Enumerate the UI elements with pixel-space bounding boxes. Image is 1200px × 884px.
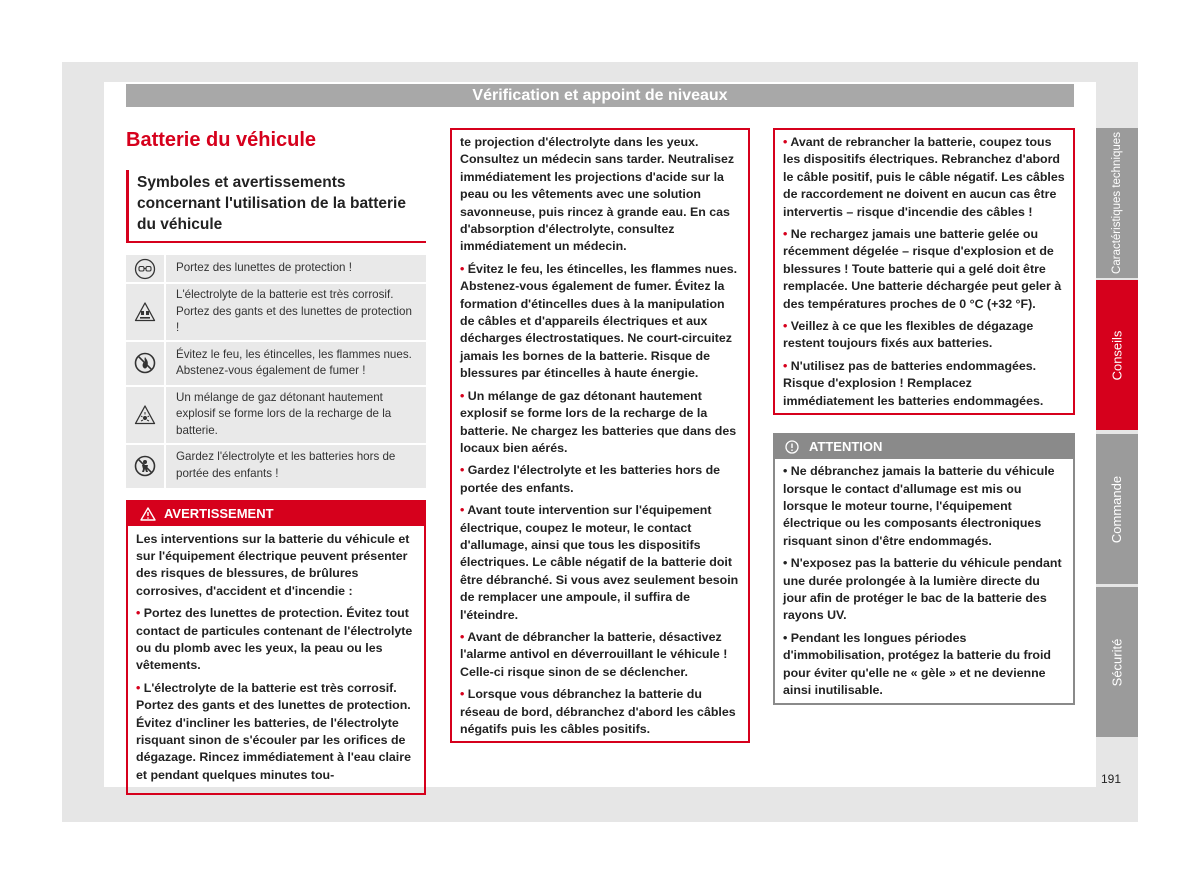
warning-item: • Ne rechargez jamais une batterie gelée ou récemment dégelée – risque d'explosion et de blessures ! Toute batterie qui a gelé doit être remplacée. Une batterie déchargée peut geler à des températures proches de 0 °C (+32 °F). (783, 227, 1062, 311)
side-tab-securite[interactable]: Sécurité (1096, 587, 1138, 737)
warning-item: • Gardez l'électrolyte et les batteries hors de portée des enfants. (460, 463, 721, 495)
warning-continuation-box-2 (773, 128, 1075, 415)
warning-label: AVERTISSEMENT (164, 505, 274, 521)
symbol-row (126, 284, 426, 340)
warning-item: • Portez des lunettes de protection. Évitez tout contact de particules contenant de l'électrolyte ou du plomb avec les yeux, la peau ou les vêtements. (136, 606, 413, 673)
warning-intro: Les interventions sur la batterie du véhicule et sur l'équipement électrique peuvent présenter des risques de blessures, de brûlures corrosives, d'accident et d'incendie : (136, 531, 410, 598)
warning-triangle-icon (140, 507, 156, 521)
symbol-row (126, 342, 426, 385)
goggles-icon (134, 258, 156, 280)
column-middle (450, 128, 750, 743)
attention-header (775, 435, 1073, 459)
corrosive-icon (134, 301, 156, 323)
no-fire-icon (134, 352, 156, 374)
symbol-text: L'électrolyte de la batterie est très corrosif. Portez des gants et des lunettes de protection ! (176, 288, 412, 335)
side-tab-commande[interactable]: Commande (1096, 434, 1138, 584)
warning-box (126, 500, 426, 796)
info-circle-icon (785, 440, 799, 454)
chapter-header: Vérification et appoint de niveaux (126, 84, 1074, 107)
symbol-row (126, 387, 426, 443)
explosive-icon (134, 404, 156, 426)
attention-body (775, 459, 1073, 703)
side-tab-conseils[interactable]: Conseils (1096, 280, 1138, 430)
warning-item: • Évitez le feu, les étincelles, les flammes nues. Abstenez-vous également de fumer. Évitez la formation d'étincelles dues à la manipulation de câbles et d'appareils électriques et aux décharges électrostatiques. Ne court-circuitez jamais les bornes de la batterie. Risque de blessures par étincelles à haute énergie. (460, 261, 738, 381)
symbol-text: Portez des lunettes de protection ! (176, 261, 352, 275)
attention-box (773, 433, 1075, 705)
warning-item: • Avant de rebrancher la batterie, coupez tous les dispositifs électriques. Rebranchez d'abord le câble positif, puis le câble négatif. Les câbles de raccordement ne doivent en aucun cas être intervertis – risque d'incendie des câbles ! (783, 135, 1065, 219)
column-right (773, 128, 1075, 705)
symbol-row (126, 445, 426, 488)
column-left (126, 128, 426, 795)
side-tab-caracteristiques-techniques[interactable]: Caractéristiques techniques (1096, 128, 1138, 278)
warning-item: • Un mélange de gaz détonant hautement explosif se forme lors de la recharge de la batterie. Ne chargez les batteries que dans des locaux bien aérés. (460, 388, 737, 455)
attention-item: • N'exposez pas la batterie du véhicule pendant une durée prolongée à la lumière directe du jour afin de protéger le bac de la batterie des rayons UV. (783, 556, 1062, 623)
section-subtitle: Symboles et avertissements concernant l'utilisation de la batterie du véhicule (126, 170, 426, 243)
symbol-text: Un mélange de gaz détonant hautement explosif se forme lors de la recharge de la batterie. (176, 390, 392, 437)
keep-away-children-icon (134, 455, 156, 477)
warning-item: • Lorsque vous débranchez la batterie du réseau de bord, débranchez d'abord les câbles négatifs puis les câbles positifs. (460, 687, 736, 736)
symbol-text: Évitez le feu, les étincelles, les flammes nues. Abstenez-vous également de fumer ! (176, 347, 412, 378)
attention-label: ATTENTION (809, 439, 883, 455)
page-number: 191 (1100, 772, 1122, 786)
warning-item: • Avant de débrancher la batterie, désactivez l'alarme antivol en déverrouillant le véhicule ! Celle-ci risque sinon de se déclencher. (460, 629, 728, 679)
warning-continuation-box (450, 128, 750, 743)
attention-item: • Pendant les longues périodes d'immobilisation, protégez la batterie du froid pour éviter qu'elle ne « gèle » et ne devienne ainsi inutilisable. (783, 630, 1051, 697)
symbol-row (126, 255, 426, 282)
symbol-text: Gardez l'électrolyte et les batteries hors de portée des enfants ! (176, 450, 396, 481)
warning-body (128, 526, 424, 794)
symbols-table (126, 255, 426, 488)
warning-continuation-text: te projection d'électrolyte dans les yeux. Consultez un médecin sans tarder. Neutralisez immédiatement les projections d'acide sur la peau ou les vêtements avec une solution savonneuse, puis rincez à grande eau. En cas d'absorption d'électrolyte, consultez immédiatement un médecin. (460, 135, 735, 254)
section-title: Batterie du véhicule (126, 129, 317, 151)
warning-item: • Avant toute intervention sur l'équipement électrique, coupez le moteur, le contact d'allumage, ainsi que tous les dispositifs électriques. Le câble négatif de la batterie doit être débranché. Si vous avez seulement besoin de remplacer une ampoule, il suffira de l'éteindre. (460, 503, 739, 622)
attention-item: • Ne débranchez jamais la batterie du véhicule lorsque le contact d'allumage est mis ou lorsque le moteur tourne, l'équipement électrique ou les composants électroniques risquant sinon d'être endommagés. (783, 464, 1055, 548)
warning-item: • L'électrolyte de la batterie est très corrosif. Portez des gants et des lunettes de protection. Évitez d'incliner les batteries, de l'électrolyte risquant sinon de s'écouler par les orifices de dégazage. Rincez immédiatement à l'eau claire et pendant quelques minutes tou- (136, 680, 411, 782)
warning-item: • Veillez à ce que les flexibles de dégazage restent toujours fixés aux batteries. (783, 319, 1034, 351)
warning-item: • N'utilisez pas de batteries endommagées. Risque d'explosion ! Remplacez immédiatement les batteries endommagées. (783, 358, 1044, 408)
warning-header (128, 502, 424, 526)
